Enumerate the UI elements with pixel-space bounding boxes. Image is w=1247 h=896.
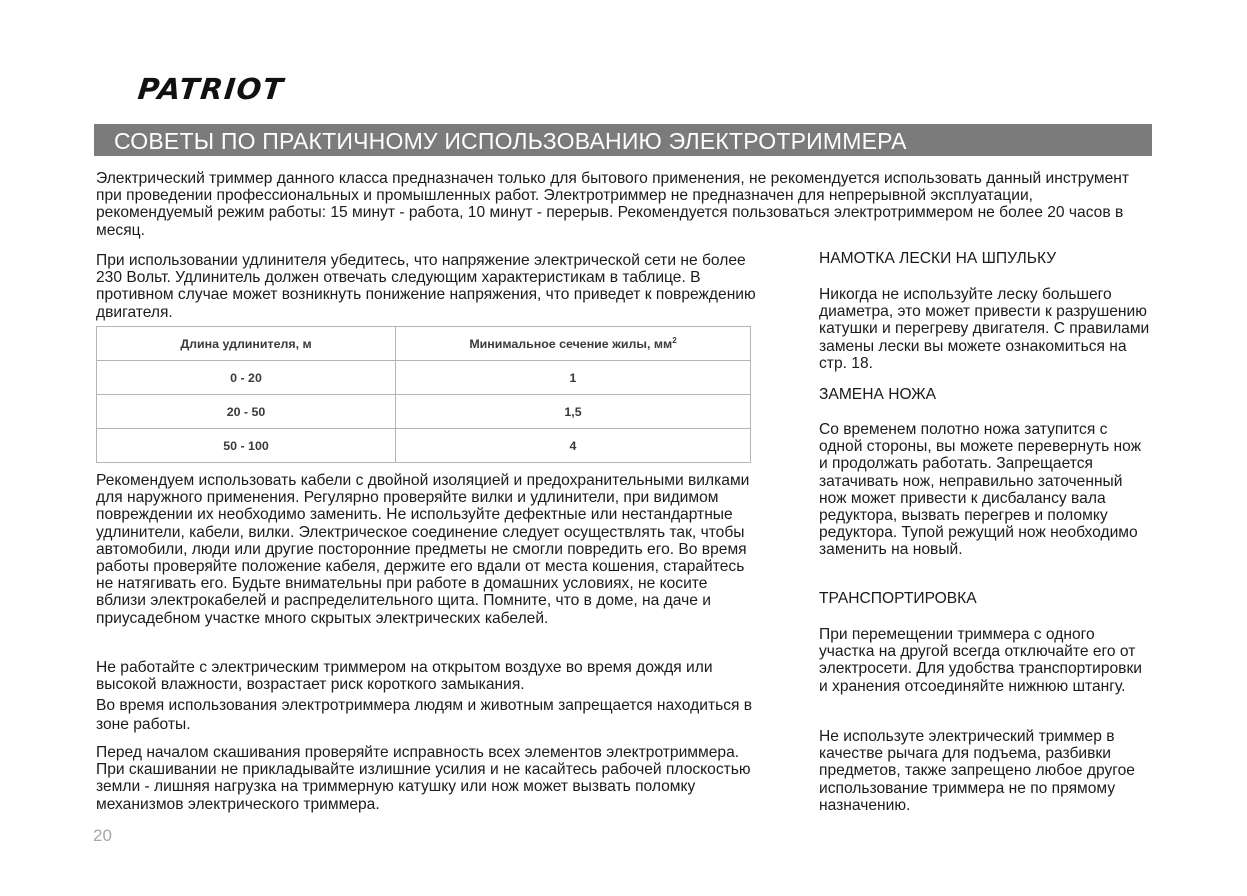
work-zone-paragraph: Во время использования электротриммера людям и животным запрещается находиться в зоне работы. [96,697,753,733]
transport-paragraph: При перемещении триммера с одного участка на другой всегда отключайте его от электросети. Для удобства транспортировки и хранения отсоединяйте нижнюю штангу. [819,626,1142,695]
line-winding-heading: НАМОТКА ЛЕСКИ НА ШПУЛЬКУ [819,250,1057,267]
table-row [97,429,751,463]
table-cell-length: 20 - 50 [97,395,396,429]
extension-cord-paragraph: При использовании удлинителя убедитесь, что напряжение электрической сети не более 230 Вольт. Удлинитель должен отвечать следующим характеристикам в таблице. В противном случае может возникнуть понижение напряжения, что приведет к повреждению двигателя. [96,252,756,321]
table-cell-section: 1,5 [396,395,751,429]
line-winding-paragraph: Никогда не используйте леску большего диаметра, это может привести к разрушению катушки и перегреву двигателя. С правилами замены лески вы можете ознакомиться на стр. 18. [819,286,1150,372]
table-cell-section: 1 [396,361,751,395]
table-row [97,361,751,395]
section-title-banner: СОВЕТЫ ПО ПРАКТИЧНОМУ ИСПОЛЬЗОВАНИЮ ЭЛЕКТРОТРИММЕРА [94,124,1152,156]
table-row [97,395,751,429]
patriot-logo: PATRIOT [136,72,286,106]
table-header-section: Минимальное сечение жилы, $мм^2$ [396,327,751,361]
rain-warning-paragraph: Не работайте с электрическим триммером на открытом воздухе во время дождя или высокой влажности, возрастает риск короткого замыкания. [96,659,713,694]
pre-mowing-check-paragraph: Перед началом скашивания проверяйте исправность всех элементов электротриммера. При скашивании не прикладывайте излишние усилия и не касайтесь рабочей плоскостью земли - лишняя нагрузка на триммерную катушку или нож может вызвать поломку механизмов электрического триммера. [96,744,751,813]
blade-replacement-paragraph: Со временем полотно ножа затупится с одной стороны, вы можете перевернуть нож и продолжать работать. Запрещается затачивать нож, неправильно заточенный нож может привести к дисбалансу вала редуктора, вызвать перегрев и поломку редуктора. Тупой режущий нож необходимо заменить на новый. [819,421,1142,559]
table-header-row [97,327,751,361]
table-cell-length: 0 - 20 [97,361,396,395]
intro-paragraph: Электрический триммер данного класса предназначен только для бытового применения, не рекомендуется использовать данный инструмент при проведении профессиональных и промышленных работ. Электротриммер не предназначен для непрерывной эксплуатации, рекомендуемый режим работы: 15 минут - работа, 10 минут - перерыв. Рекомендуется пользоваться электротриммером не более 20 часов в месяц. [96,170,1130,239]
blade-replacement-heading: ЗАМЕНА НОЖА [819,386,937,403]
transport-heading: ТРАНСПОРТИРОВКА [819,590,977,607]
table-cell-length: 50 - 100 [97,429,396,463]
page-number: 20 [93,826,112,845]
table-cell-section: 4 [396,429,751,463]
misuse-warning-paragraph: Не используте электрический триммер в качестве рычага для подъема, разбивки предметов, также запрещено любое другое использование триммера не по прямому назначению. [819,728,1135,814]
cable-safety-paragraph: Рекомендуем использовать кабели с двойной изоляцией и предохранительными вилками для наружного применения. Регулярно проверяйте вилки и удлинители, при видимом повреждении их необходимо заменить. Не используйте дефектные или нестандартные удлинители, кабели, вилки. Электрическое соединение следует осуществлять так, чтобы автомобили, люди или другие посторонние предметы не смогли повредить его. Во время работы проверяйте положение кабеля, держите его вдали от места кошения, старайтесь не натягивать его. Будьте внимательны при работе в домашних условиях, не косите вблизи электрокабелей и распределительного щита. Помните, что в доме, на даче и приусадебном участке много скрытых электрических кабелей. [96,472,750,627]
extension-cord-table [96,326,751,463]
table-header-length: Длина удлинителя, м [97,327,396,361]
